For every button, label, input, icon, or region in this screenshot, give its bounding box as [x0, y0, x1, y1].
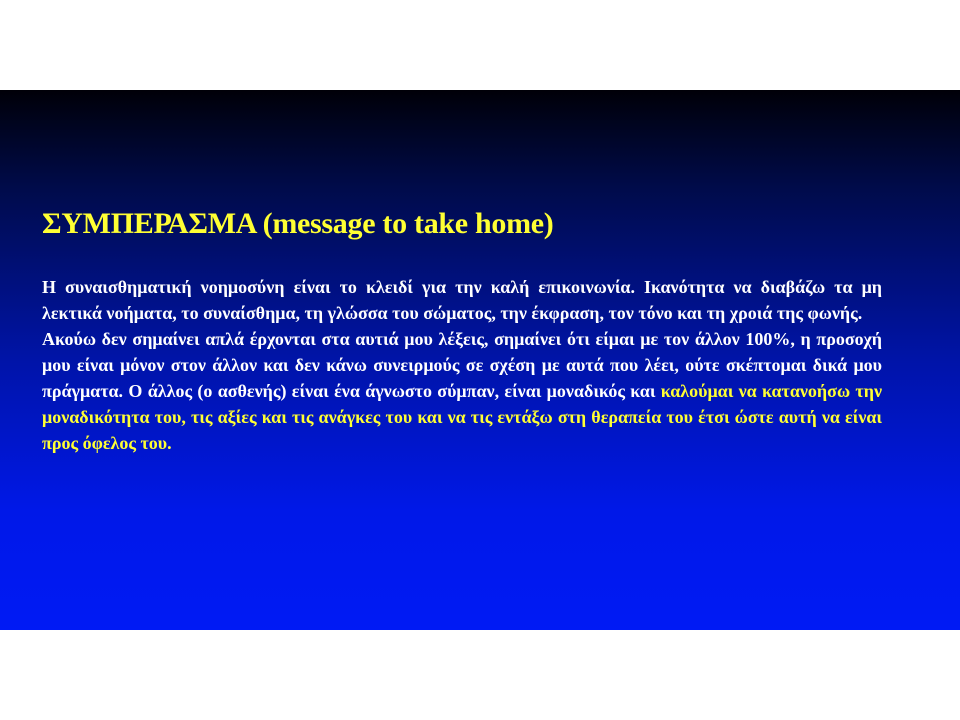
paragraph-listening [42, 326, 882, 456]
presentation-slide [0, 90, 960, 630]
slide-body [42, 274, 882, 456]
paragraph-listening-text: Ακούω δεν σημαίνει απλά έρχονται στα αυτιά μου λέξεις, σημαίνει ότι είμαι με τον άλλον 100%, η προσοχή μου είναι μόνον στον άλλον και δεν κάνω συνειρμούς σε σχέση με αυτά που λέει, ούτε σκέπτομαι δικά μου πράγματα. Ο άλλος (ο ασθενής) είναι ένα άγνωστο σύμπαν, είναι μοναδικός και [42, 329, 882, 401]
slide-title: ΣΥΜΠΕΡΑΣΜΑ (message to take home) [42, 207, 554, 240]
highlighted-conclusion-text: καλούμαι να κατανοήσω την μοναδικότητα του, τις αξίες και τις ανάγκες του και να τις εντάξω στη θεραπεία του έτσι ώστε αυτή να είναι προς όφελος του. [42, 381, 882, 453]
paragraph-emotional-intelligence: Η συναισθηματική νοημοσύνη είναι το κλειδί για την καλή επικοινωνία. Ικανότητα να διαβάζω τα μη λεκτικά νοήματα, το συναίσθημα, τη γλώσσα του σώματος, την έκφραση, τον τόνο και τη χροιά της φωνής. [42, 277, 882, 323]
